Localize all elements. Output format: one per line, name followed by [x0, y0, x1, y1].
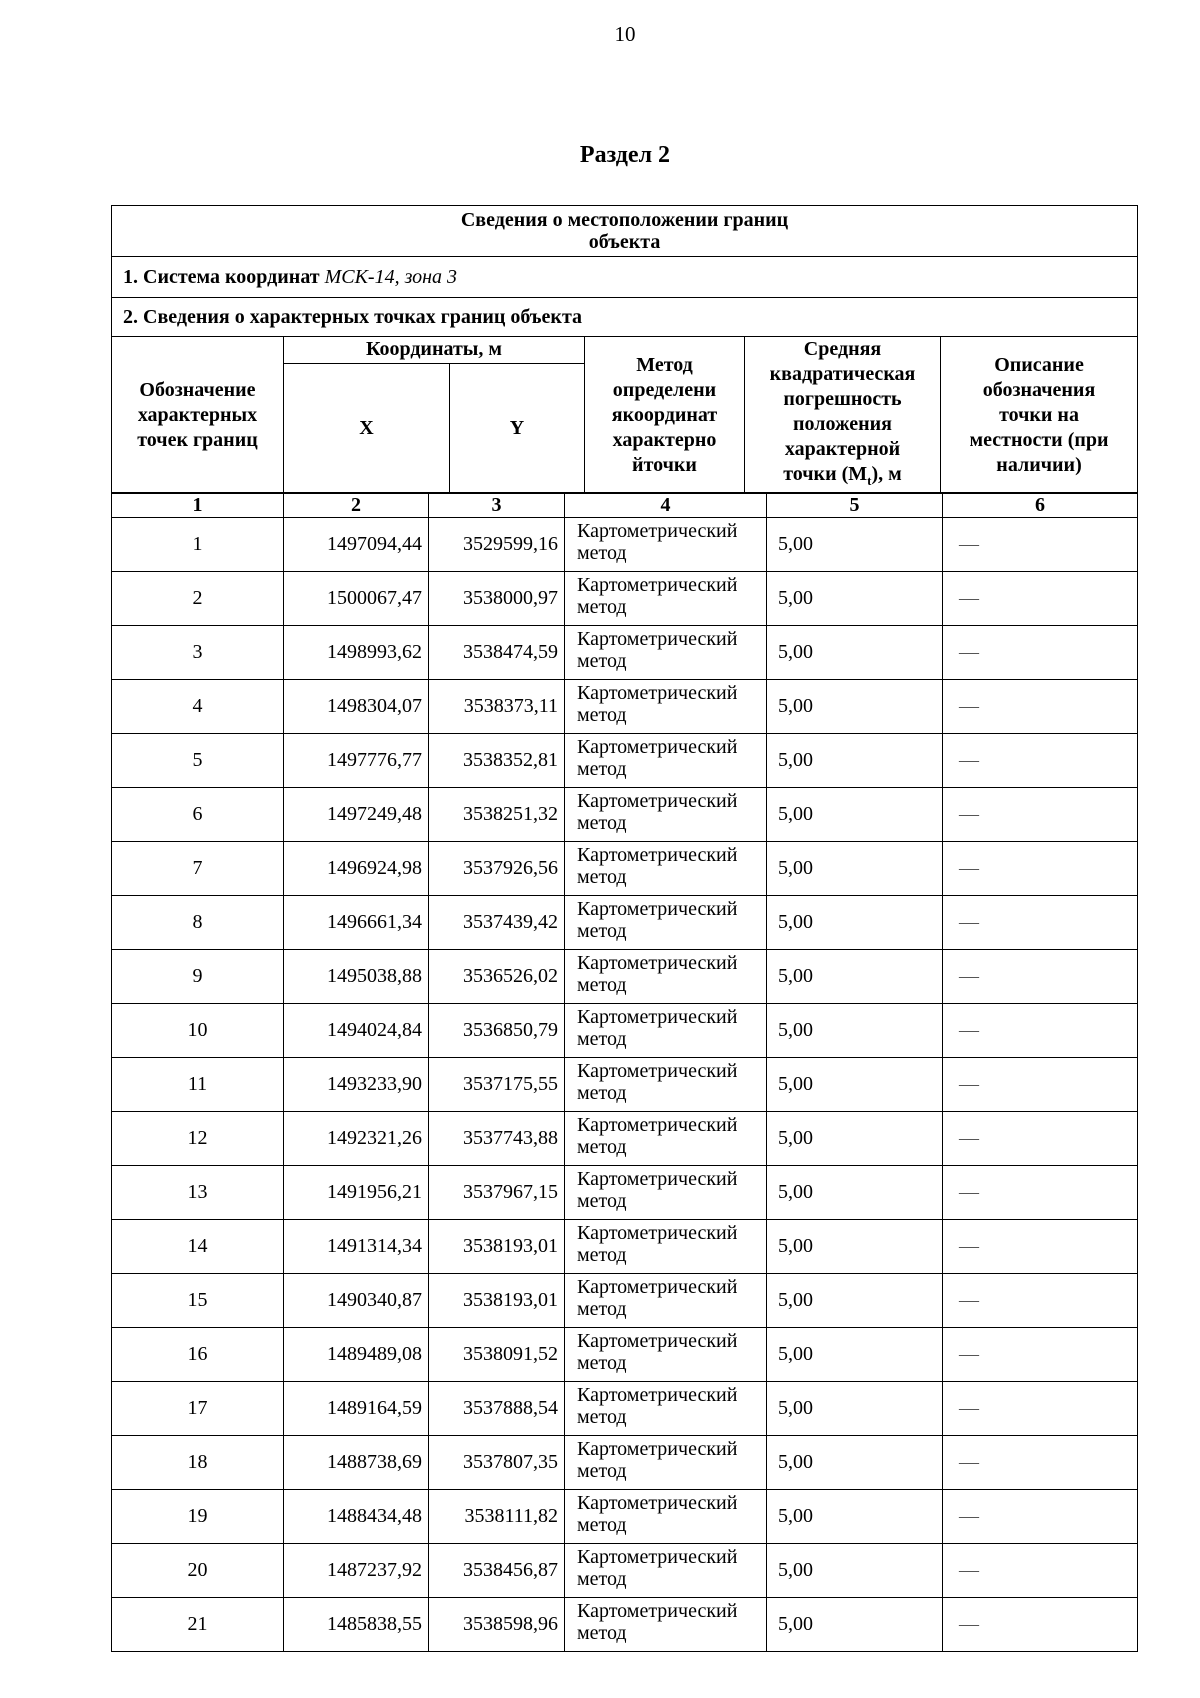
method-cell: Картометрический метод [565, 1058, 767, 1112]
method-cell: Картометрический метод [565, 896, 767, 950]
description-cell: — [943, 1166, 1138, 1220]
table-row [112, 1004, 1138, 1058]
description-cell: — [943, 1004, 1138, 1058]
table-row [112, 1436, 1138, 1490]
error-cell: 5,00 [767, 1544, 943, 1598]
point-number: 8 [112, 896, 284, 950]
method-cell: Картометрический метод [565, 950, 767, 1004]
method-cell: Картометрический метод [565, 1004, 767, 1058]
description-cell: — [943, 1274, 1138, 1328]
coordinate-y: 3538352,81 [429, 734, 565, 788]
method-cell: Картометрический метод [565, 518, 767, 572]
description-cell: — [943, 1328, 1138, 1382]
column-number: 3 [429, 493, 565, 518]
error-cell: 5,00 [767, 842, 943, 896]
coordinate-y: 3537743,88 [429, 1112, 565, 1166]
description-cell: — [943, 734, 1138, 788]
header-method-line: йточки [632, 453, 697, 476]
coordinate-y: 3536526,02 [429, 950, 565, 1004]
coordinate-x: 1496661,34 [284, 896, 429, 950]
point-number: 4 [112, 680, 284, 734]
point-number: 10 [112, 1004, 284, 1058]
method-cell: Картометрический метод [565, 1598, 767, 1652]
error-cell: 5,00 [767, 680, 943, 734]
coordinate-x: 1498304,07 [284, 680, 429, 734]
point-number: 16 [112, 1328, 284, 1382]
coordinate-x: 1488434,48 [284, 1490, 429, 1544]
table-row [112, 680, 1138, 734]
coordinate-y: 3537807,35 [429, 1436, 565, 1490]
error-cell: 5,00 [767, 518, 943, 572]
coordinate-x: 1490340,87 [284, 1274, 429, 1328]
description-cell: — [943, 1058, 1138, 1112]
description-cell: — [943, 1112, 1138, 1166]
method-cell: Картометрический метод [565, 1382, 767, 1436]
table-row [112, 1220, 1138, 1274]
coordinate-x: 1497776,77 [284, 734, 429, 788]
column-number: 2 [284, 493, 429, 518]
error-cell: 5,00 [767, 572, 943, 626]
point-number: 2 [112, 572, 284, 626]
error-cell: 5,00 [767, 1328, 943, 1382]
description-cell: — [943, 842, 1138, 896]
header-description [941, 337, 1138, 494]
header-method-line: Метод [636, 353, 693, 376]
column-number: 4 [565, 493, 767, 518]
table-row [112, 842, 1138, 896]
error-cell: 5,00 [767, 1004, 943, 1058]
coordinate-y: 3538193,01 [429, 1274, 565, 1328]
points-section-title: 2. Сведения о характерных точках границ объекта [112, 298, 1138, 337]
coordinate-y: 3538193,01 [429, 1220, 565, 1274]
coordinate-x: 1489489,08 [284, 1328, 429, 1382]
header-designation-line: Обозначение [139, 378, 256, 401]
header-error-last-line [745, 462, 940, 493]
coordinate-x: 1496924,98 [284, 842, 429, 896]
method-cell: Картометрический метод [565, 1166, 767, 1220]
header-coordinates: Координаты, м [284, 337, 585, 364]
error-cell: 5,00 [767, 950, 943, 1004]
header-error-subscript: t [867, 473, 872, 488]
point-number: 20 [112, 1544, 284, 1598]
error-cell: 5,00 [767, 626, 943, 680]
description-cell: — [943, 1436, 1138, 1490]
description-cell: — [943, 788, 1138, 842]
table-row [112, 788, 1138, 842]
method-cell: Картометрический метод [565, 1328, 767, 1382]
point-number: 13 [112, 1166, 284, 1220]
point-number: 21 [112, 1598, 284, 1652]
coordinate-y: 3529599,16 [429, 518, 565, 572]
point-number: 19 [112, 1490, 284, 1544]
description-cell: — [943, 896, 1138, 950]
header-description-line: Описание [994, 353, 1084, 376]
header-error-line: характерной [784, 438, 901, 460]
point-number: 3 [112, 626, 284, 680]
coordinate-y: 3537888,54 [429, 1382, 565, 1436]
method-cell: Картометрический метод [565, 626, 767, 680]
coordinate-y: 3536850,79 [429, 1004, 565, 1058]
method-cell: Картометрический метод [565, 788, 767, 842]
column-number: 5 [767, 493, 943, 518]
point-number: 18 [112, 1436, 284, 1490]
description-cell: — [943, 950, 1138, 1004]
coordinate-system-value: МСК-14, зона 3 [324, 265, 458, 288]
boundary-points-table [111, 492, 1138, 1652]
table-caption [112, 206, 1138, 257]
caption-line-1: Сведения о местоположении границ [460, 209, 789, 231]
description-cell: — [943, 1220, 1138, 1274]
coordinate-x: 1493233,90 [284, 1058, 429, 1112]
error-cell: 5,00 [767, 1490, 943, 1544]
table-row [112, 572, 1138, 626]
header-y: Y [450, 363, 585, 493]
coordinate-y: 3538251,32 [429, 788, 565, 842]
description-cell: — [943, 1490, 1138, 1544]
coordinate-y: 3538111,82 [429, 1490, 565, 1544]
coordinate-x: 1497249,48 [284, 788, 429, 842]
description-cell: — [943, 1382, 1138, 1436]
header-error-line: погрешность [783, 388, 902, 410]
column-number: 6 [943, 493, 1138, 518]
table-row [112, 626, 1138, 680]
table-row [112, 896, 1138, 950]
coordinate-x: 1489164,59 [284, 1382, 429, 1436]
point-number: 1 [112, 518, 284, 572]
table-row [112, 1274, 1138, 1328]
method-cell: Картометрический метод [565, 734, 767, 788]
header-description-line: точки на [999, 403, 1079, 426]
method-cell: Картометрический метод [565, 1490, 767, 1544]
method-cell: Картометрический метод [565, 842, 767, 896]
point-number: 14 [112, 1220, 284, 1274]
point-number: 7 [112, 842, 284, 896]
coordinate-y: 3538000,97 [429, 572, 565, 626]
section-title: Раздел 2 [579, 142, 671, 168]
description-cell: — [943, 680, 1138, 734]
point-number: 11 [112, 1058, 284, 1112]
coordinate-x: 1485838,55 [284, 1598, 429, 1652]
table-row [112, 1382, 1138, 1436]
header-designation-line: точек границ [137, 428, 258, 451]
table-row [112, 1166, 1138, 1220]
point-number: 9 [112, 950, 284, 1004]
header-description-line: местности (при [969, 428, 1109, 451]
coordinate-y: 3538456,87 [429, 1544, 565, 1598]
description-cell: — [943, 518, 1138, 572]
header-error-suffix: ), м [871, 463, 902, 485]
coordinate-y: 3537967,15 [429, 1166, 565, 1220]
coordinate-y: 3538598,96 [429, 1598, 565, 1652]
coordinate-y: 3537926,56 [429, 842, 565, 896]
error-cell: 5,00 [767, 1382, 943, 1436]
header-designation [112, 337, 284, 494]
table-row [112, 950, 1138, 1004]
header-error [745, 337, 941, 494]
coordinate-x: 1497094,44 [284, 518, 429, 572]
header-method-line: якоординат [611, 403, 718, 426]
coordinate-x: 1498993,62 [284, 626, 429, 680]
table-row [112, 1544, 1138, 1598]
coordinate-x: 1487237,92 [284, 1544, 429, 1598]
description-cell: — [943, 1598, 1138, 1652]
error-cell: 5,00 [767, 788, 943, 842]
table-row [112, 1598, 1138, 1652]
point-number: 6 [112, 788, 284, 842]
coordinate-system-row [112, 257, 1138, 298]
header-error-line: положения [793, 413, 892, 435]
header-error-line: Средняя [803, 338, 882, 360]
coordinate-x: 1500067,47 [284, 572, 429, 626]
coordinate-y: 3538373,11 [429, 680, 565, 734]
error-cell: 5,00 [767, 1058, 943, 1112]
coordinate-y: 3537439,42 [429, 896, 565, 950]
header-description-line: обозначения [982, 378, 1096, 401]
header-method-line: определени [612, 378, 717, 401]
coordinate-x: 1491314,34 [284, 1220, 429, 1274]
boundary-header-table [111, 205, 1138, 494]
error-cell: 5,00 [767, 1274, 943, 1328]
error-cell: 5,00 [767, 1166, 943, 1220]
header-x: X [284, 363, 450, 493]
coordinate-x: 1491956,21 [284, 1166, 429, 1220]
header-designation-line: характерных [137, 403, 258, 426]
error-cell: 5,00 [767, 1436, 943, 1490]
table-row [112, 518, 1138, 572]
description-cell: — [943, 572, 1138, 626]
error-cell: 5,00 [767, 1598, 943, 1652]
header-method [585, 337, 745, 494]
coordinate-y: 3538474,59 [429, 626, 565, 680]
description-cell: — [943, 1544, 1138, 1598]
method-cell: Картометрический метод [565, 1112, 767, 1166]
header-description-line: наличии) [996, 453, 1082, 476]
coordinate-y: 3538091,52 [429, 1328, 565, 1382]
coordinate-x: 1494024,84 [284, 1004, 429, 1058]
header-error-prefix: точки (M [783, 463, 868, 485]
method-cell: Картометрический метод [565, 1274, 767, 1328]
table-row [112, 734, 1138, 788]
error-cell: 5,00 [767, 1220, 943, 1274]
column-number: 1 [112, 493, 284, 518]
column-number-row [112, 493, 1138, 518]
point-number: 12 [112, 1112, 284, 1166]
method-cell: Картометрический метод [565, 572, 767, 626]
header-error-line: квадратическая [769, 363, 916, 385]
table-row [112, 1112, 1138, 1166]
header-method-line: характерно [612, 428, 717, 451]
page-number: 10 [614, 22, 636, 46]
point-number: 17 [112, 1382, 284, 1436]
coordinate-x: 1488738,69 [284, 1436, 429, 1490]
coordinate-system-label: 1. Система координат [123, 265, 320, 288]
error-cell: 5,00 [767, 896, 943, 950]
method-cell: Картометрический метод [565, 1220, 767, 1274]
description-cell: — [943, 626, 1138, 680]
caption-line-2: объекта [588, 231, 661, 253]
error-cell: 5,00 [767, 734, 943, 788]
point-number: 5 [112, 734, 284, 788]
coordinate-y: 3537175,55 [429, 1058, 565, 1112]
method-cell: Картометрический метод [565, 1544, 767, 1598]
method-cell: Картометрический метод [565, 680, 767, 734]
coordinate-x: 1492321,26 [284, 1112, 429, 1166]
coordinate-x: 1495038,88 [284, 950, 429, 1004]
table-row [112, 1490, 1138, 1544]
table-row [112, 1328, 1138, 1382]
point-number: 15 [112, 1274, 284, 1328]
table-row [112, 1058, 1138, 1112]
method-cell: Картометрический метод [565, 1436, 767, 1490]
error-cell: 5,00 [767, 1112, 943, 1166]
